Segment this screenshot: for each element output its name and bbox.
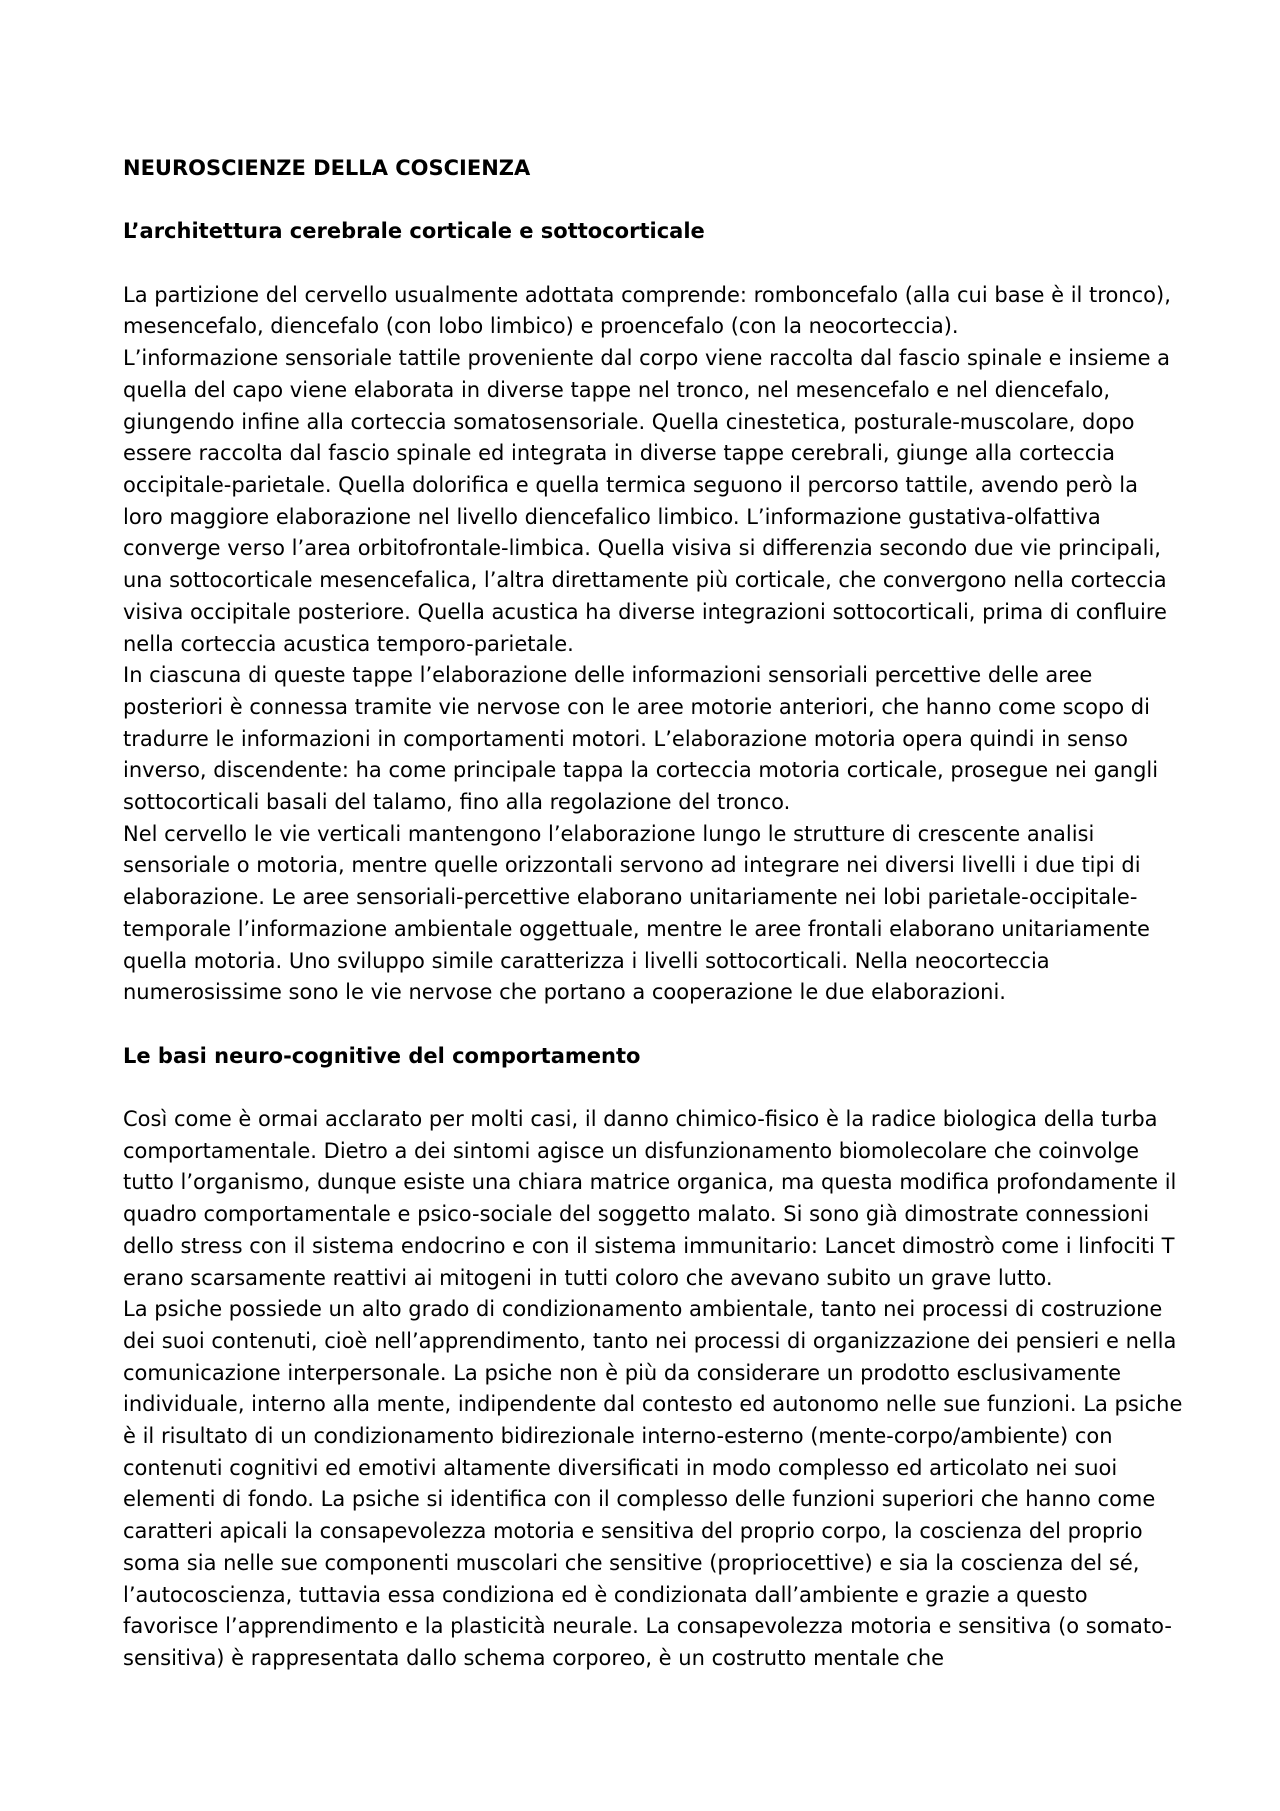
paragraph: Nel cervello le vie verticali mantengono l’elaborazione lungo le strutture di crescente analisi sensoriale o motoria, mentre quelle orizzontali servono ad integrare nei diversi livelli i due tipi di elaborazione. Le aree sensoriali-percettive elaborano unitariamente nei lobi parietale-occipitale-temporale l’informazione ambientale oggettuale, mentre le aree frontali elaborano unitariamente quella motoria. Uno sviluppo simile caratterizza i livelli sottocorticali. Nella neocorteccia numerosissime sono le vie nervose che portano a cooperazione le due elaborazioni. bbox=[123, 821, 1150, 1005]
spacer bbox=[123, 185, 1183, 217]
spacer bbox=[123, 1009, 1183, 1041]
spacer bbox=[123, 248, 1183, 280]
spacer bbox=[123, 1072, 1183, 1104]
paragraph: In ciascuna di queste tappe l’elaborazione delle informazioni sensoriali percettive delle aree posteriori è connessa tramite vie nervose con le aree motorie anteriori, che hanno come scopo di tradurre le informazioni in comportamenti motori. L’elaborazione motoria opera quindi in senso inverso, discendente: ha come principale tappa la corteccia motoria corticale, prosegue nei gangli sottocorticali basali del talamo, fino alla regolazione del tronco. bbox=[123, 663, 1159, 815]
paragraph: La psiche possiede un alto grado di condizionamento ambientale, tanto nei processi di costruzione dei suoi contenuti, cioè nell’apprendimento, tanto nei processi di organizzazione dei pensieri e nella comunicazione interpersonale. La psiche non è più da considerare un prodotto esclusivamente individuale, interno alla mente, indipendente dal contesto ed autonomo nelle sue funzioni. La psiche è il risultato di un condizionamento bidirezionale interno-esterno (mente-corpo/ambiente) con contenuti cognitivi ed emotivi altamente diversificati in modo complesso ed articolato nei suoi elementi di fondo. La psiche si identifica con il complesso delle funzioni superiori che hanno come caratteri apicali la consapevolezza motoria e sensitiva del proprio corpo, la coscienza del proprio soma sia nelle sue componenti muscolari che sensitive (propriocettive) e sia la coscienza del sé, l’autocoscienza, tuttavia essa condiziona ed è condizionata dall’ambiente e grazie a questo favorisce l’apprendimento e la plasticità neurale. La consapevolezza motoria e sensitiva (o somato-sensitiva) è rappresentata dallo schema corporeo, è un costrutto mentale che bbox=[123, 1297, 1183, 1670]
section-heading-architettura: L’architettura cerebrale corticale e sottocorticale bbox=[123, 219, 705, 244]
section-heading-basi: Le basi neuro-cognitive del comportamento bbox=[123, 1043, 641, 1068]
paragraph: La partizione del cervello usualmente adottata comprende: romboncefalo (alla cui base è il tronco), mesencefalo, diencefalo (con lobo limbico) e proencefalo (con la neocorteccia). bbox=[123, 282, 1171, 339]
document-page bbox=[123, 153, 1183, 1675]
paragraph: L’informazione sensoriale tattile proveniente dal corpo viene raccolta dal fascio spinale e insieme a quella del capo viene elaborata in diverse tappe nel tronco, nel mesencefalo e nel diencefalo, giungendo infine alla corteccia somatosensoriale. Quella cinestetica, posturale-muscolare, dopo essere raccolta dal fascio spinale ed integrata in diverse tappe cerebrali, giunge alla corteccia occipitale-parietale. Quella dolorifica e quella termica seguono il percorso tattile, avendo però la loro maggiore elaborazione nel livello diencefalico limbico. L’informazione gustativa-olfattiva converge verso l’area orbitofrontale-limbica. Quella visiva si differenzia secondo due vie principali, una sottocorticale mesencefalica, l’altra direttamente più corticale, che convergono nella corteccia visiva occipitale posteriore. Quella acustica ha diverse integrazioni sottocorticali, prima di confluire nella corteccia acustica temporo-parietale. bbox=[123, 346, 1171, 656]
paragraph: Così come è ormai acclarato per molti casi, il danno chimico-fisico è la radice biologica della turba comportamentale. Dietro a dei sintomi agisce un disfunzionamento biomolecolare che coinvolge tutto l’organismo, dunque esiste una chiara matrice organica, ma questa modifica profondamente il quadro comportamentale e psico-sociale del soggetto malato. Si sono già dimostrate connessioni dello stress con il sistema endocrino e con il sistema immunitario: Lancet dimostrò come i linfociti T erano scarsamente reattivi ai mitogeni in tutti coloro che avevano subito un grave lutto. bbox=[123, 1107, 1177, 1290]
document-title: NEUROSCIENZE DELLA COSCIENZA bbox=[123, 156, 531, 180]
